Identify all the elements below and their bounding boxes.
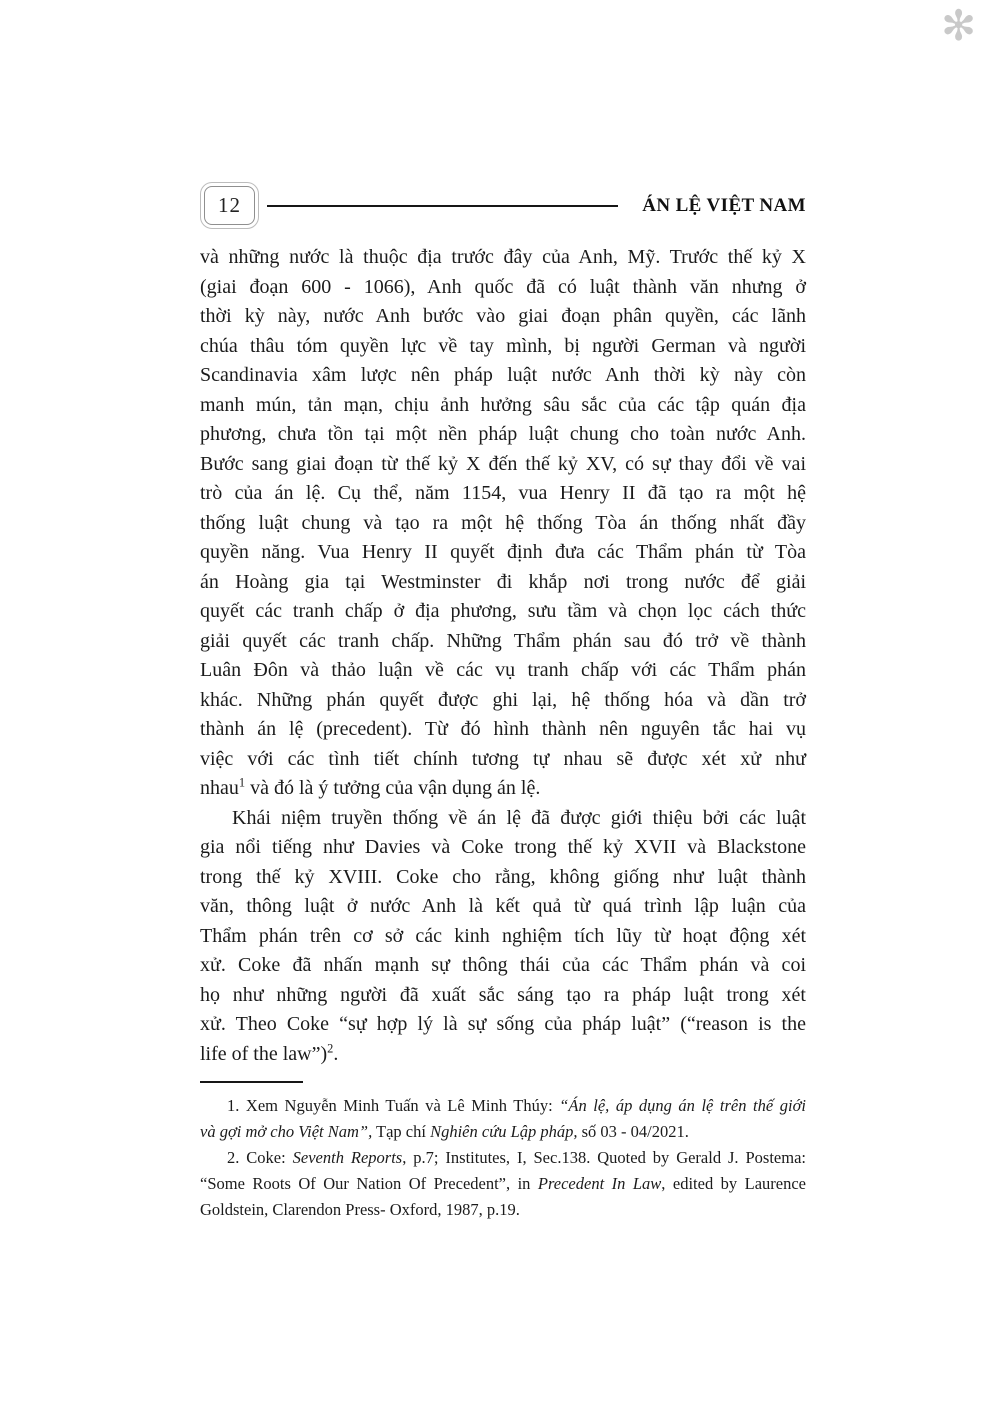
text-segment: Luân Đôn và thảo luận về các vụ tranh chấp với các Thẩm phán bbox=[200, 659, 806, 681]
running-book-title: ÁN LỆ VIỆT NAM bbox=[642, 194, 806, 216]
paragraph-1 bbox=[200, 243, 806, 804]
text-line bbox=[200, 892, 806, 922]
text-line bbox=[200, 1171, 806, 1197]
text-line bbox=[200, 450, 806, 480]
text-line bbox=[200, 509, 806, 539]
page-header bbox=[200, 182, 806, 229]
text-segment: số 03 - 04/2021. bbox=[577, 1122, 689, 1141]
text-segment: nhau bbox=[200, 777, 239, 799]
text-segment: khác. Những phán quyết được ghi lại, hệ thống hóa và dần trở bbox=[200, 688, 806, 711]
text-segment: và những nước là thuộc địa trước đây của Anh, Mỹ. Trước thế kỷ X bbox=[200, 246, 806, 268]
text-line bbox=[200, 1040, 806, 1070]
text-segment: họ như những người đã xuất sắc sáng tạo ra pháp luật trong xét bbox=[200, 983, 806, 1006]
text-line bbox=[200, 833, 806, 863]
page-number-inner-box bbox=[204, 186, 255, 225]
text-segment: trong thế kỷ XVIII. Coke cho rằng, không giống như luật thành bbox=[200, 865, 806, 888]
footnote-1 bbox=[200, 1093, 806, 1145]
footnote-separator-rule bbox=[200, 1081, 303, 1083]
text-segment: chúa thâu tóm quyền lực về tay mình, bị người German và người bbox=[200, 334, 806, 357]
text-segment: Seventh Reports bbox=[292, 1148, 403, 1167]
text-line bbox=[200, 804, 806, 834]
text-line bbox=[200, 627, 806, 657]
flower-ornament-icon: ✻ bbox=[941, 1, 977, 50]
text-segment: Scandinavia xâm lược nên pháp luật nước Anh thời kỳ này còn bbox=[200, 364, 806, 386]
text-segment: thống luật chung và tạo ra một hệ thống Tòa án thống nhất đầy bbox=[200, 511, 806, 534]
text-segment: 2. Coke: bbox=[227, 1148, 293, 1167]
text-segment: thời kỳ này, nước Anh bước vào giai đoạn phân quyền, các lãnh bbox=[200, 305, 806, 327]
text-line bbox=[200, 774, 806, 804]
page-number: 12 bbox=[218, 193, 241, 217]
text-line bbox=[200, 1093, 806, 1119]
text-segment: gia nổi tiếng như Davies và Coke trong thế kỷ XVII và Blackstone bbox=[200, 836, 806, 858]
text-segment: , edited by Laurence bbox=[661, 1174, 806, 1193]
text-segment: và đó là ý tưởng của vận dụng án lệ. bbox=[245, 777, 541, 799]
text-line bbox=[200, 1010, 806, 1040]
text-segment: giải quyết các tranh chấp. Những Thẩm phán sau đó trở về thành bbox=[200, 629, 806, 652]
text-segment: Precedent In Law bbox=[537, 1174, 662, 1193]
text-line bbox=[200, 273, 806, 303]
text-line bbox=[200, 715, 806, 745]
text-segment: xử. Theo Coke “sự hợp lý là sự sống của pháp luật” (“reason is the bbox=[200, 1013, 806, 1035]
text-line bbox=[200, 243, 806, 273]
text-segment: quyết các tranh chấp ở địa phương, sưu tầm và chọn lọc cách thức bbox=[200, 600, 806, 622]
text-line bbox=[200, 568, 806, 598]
text-segment: Nghiên cứu Lập pháp, bbox=[430, 1122, 578, 1141]
text-line bbox=[200, 361, 806, 391]
text-segment: và gợi mở cho Việt Nam”, bbox=[200, 1122, 373, 1141]
text-segment: (giai đoạn 600 - 1066), Anh quốc đã có luật thành văn nhưng ở bbox=[200, 275, 806, 298]
text-segment: án Hoàng gia tại Westminster đi khắp nơi trong nước để giải bbox=[200, 570, 806, 593]
text-segment: văn, thông luật ở nước Anh là kết quả từ quá trình lập luận của bbox=[200, 895, 806, 917]
text-line bbox=[200, 420, 806, 450]
body-text bbox=[200, 243, 806, 1069]
text-segment: , p.7; Institutes, I, Sec.138. Quoted by Gerald J. Postema: bbox=[402, 1148, 806, 1167]
text-segment: trò của án lệ. Cụ thể, năm 1154, vua Henry II đã tạo ra một hệ bbox=[200, 482, 806, 504]
text-segment: Khái niệm truyền thống về án lệ đã được giới thiệu bởi các luật bbox=[232, 806, 806, 829]
text-segment: 1. Xem Nguyễn Minh Tuấn và Lê Minh Thúy: bbox=[227, 1096, 560, 1115]
footnotes-section bbox=[200, 1075, 806, 1223]
text-line bbox=[200, 981, 806, 1011]
text-line bbox=[200, 1197, 806, 1223]
page-number-box bbox=[200, 182, 259, 229]
text-line bbox=[200, 391, 806, 421]
text-segment: phương, chưa tồn tại một nền pháp luật chung cho toàn nước Anh. bbox=[200, 423, 806, 445]
text-segment: xử. Coke đã nhấn mạnh sự thông thái của các Thẩm phán và coi bbox=[200, 954, 806, 976]
text-segment: . bbox=[333, 1042, 339, 1065]
text-line bbox=[200, 1119, 806, 1145]
text-line bbox=[200, 332, 806, 362]
text-segment: life of the law”) bbox=[200, 1042, 328, 1065]
text-segment: Thẩm phán trên cơ sở các kinh nghiệm tích lũy từ hoạt động xét bbox=[200, 924, 806, 947]
text-line bbox=[200, 1145, 806, 1171]
text-line bbox=[200, 597, 806, 627]
footnote-marker: 2 bbox=[327, 1040, 334, 1055]
header-rule bbox=[267, 205, 618, 207]
footnote-marker: 1 bbox=[238, 775, 246, 790]
text-segment: quyền năng. Vua Henry II quyết định đưa các Thẩm phán từ Tòa bbox=[200, 541, 806, 563]
text-segment: Goldstein, Clarendon Press- Oxford, 1987, p.19. bbox=[200, 1200, 520, 1219]
text-segment: Tạp chí bbox=[372, 1122, 431, 1141]
text-segment: manh mún, tản mạn, chịu ảnh hưởng sâu sắc của các tập quán địa bbox=[200, 393, 806, 416]
text-line bbox=[200, 745, 806, 775]
text-line bbox=[200, 951, 806, 981]
text-segment: việc với các tình tiết chính tương tự nhau sẽ được xét xử như bbox=[200, 747, 806, 770]
text-segment: thành án lệ (precedent). Từ đó hình thành nên nguyên tắc hai vụ bbox=[200, 718, 806, 740]
text-line bbox=[200, 302, 806, 332]
text-line bbox=[200, 863, 806, 893]
paragraph-2 bbox=[200, 804, 806, 1070]
footnote-2 bbox=[200, 1145, 806, 1223]
text-line bbox=[200, 656, 806, 686]
text-segment: “Some Roots Of Our Nation Of Precedent”, in bbox=[200, 1174, 538, 1193]
text-line bbox=[200, 922, 806, 952]
text-line bbox=[200, 686, 806, 716]
text-line bbox=[200, 538, 806, 568]
text-line bbox=[200, 479, 806, 509]
text-segment: “Án lệ, áp dụng án lệ trên thế giới bbox=[559, 1096, 806, 1115]
text-segment: Bước sang giai đoạn từ thế kỷ X đến thế kỷ XV, có sự thay đổi về vai bbox=[200, 452, 806, 475]
